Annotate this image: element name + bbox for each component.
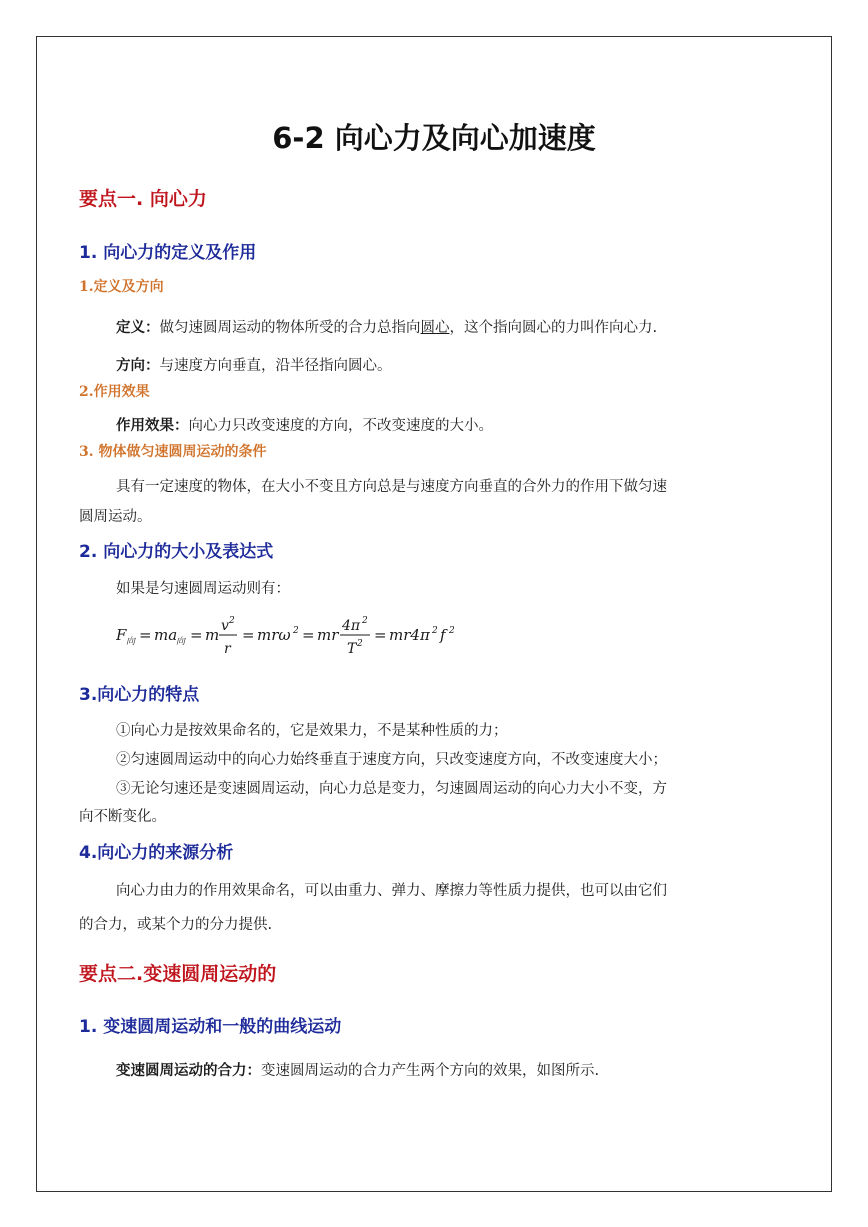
sub2-heading: 2. 向心力的大小及表达式 [79, 542, 274, 562]
feature-line-4: 向不断变化。 [79, 809, 166, 825]
feature-line-1: ①向心力是按效果命名的，它是效果力，不是某种性质的力； [116, 723, 508, 739]
formula-mrw: mrω [257, 626, 291, 644]
formula-T-sq: 2 [357, 639, 363, 649]
definition-text-a: 做匀速圆周运动的物体所受的合力总指向 [159, 320, 421, 336]
variable-force-text: 变速圆周运动的合力产生两个方向的效果，如图所示. [261, 1063, 600, 1079]
sub4-heading: 4.向心力的来源分析 [79, 843, 234, 863]
formula-T: T [347, 641, 357, 657]
feature-line-2: ②匀速圆周运动中的向心力始终垂直于速度方向，只改变速度方向，不改变速度大小； [116, 752, 667, 768]
formula-ma: ma [154, 626, 178, 644]
effect-text: 向心力只改变速度的方向，不改变速度的大小。 [188, 418, 493, 434]
effect-label: 作用效果： [116, 417, 189, 434]
definition-text-underlined: 圆心 [420, 320, 450, 336]
item3-heading: 3. 物体做匀速圆周运动的条件 [79, 444, 267, 460]
formula-eq-2: = [190, 626, 203, 644]
variable-force-label: 变速圆周运动的合力： [116, 1062, 261, 1079]
formula-f-sq: 2 [449, 626, 455, 636]
formula-sub-1: 向 [126, 637, 136, 647]
definition-label: 定义： [116, 319, 160, 336]
direction-label: 方向： [116, 357, 160, 374]
formula-f: f [440, 626, 446, 644]
formula-eq-1: = [139, 626, 152, 644]
feature-line-3: ③无论匀速还是变速圆周运动，向心力总是变力，匀速圆周运动的向心力大小不变，方 [116, 781, 667, 797]
page-title: 6-2 向心力及向心加速度 [272, 121, 596, 155]
formula-r: r [224, 641, 231, 657]
source-line-2: 的合力，或某个力的分力提供. [79, 917, 273, 933]
formula-eq-4: = [302, 626, 315, 644]
formula-intro: 如果是匀速圆周运动则有： [116, 581, 290, 597]
condition-line-2: 圆周运动。 [79, 509, 152, 525]
formula-w-sq: 2 [293, 626, 299, 636]
section2-heading: 要点二.变速圆周运动的 [79, 963, 277, 985]
item2-heading: 2.作用效果 [79, 384, 150, 400]
direction-text: 与速度方向垂直，沿半径指向圆心。 [159, 358, 392, 374]
formula-v: v [221, 618, 229, 634]
variable-force-line [116, 1059, 599, 1080]
centripetal-force-formula [116, 612, 476, 662]
formula-eq-5: = [374, 626, 387, 644]
sub3-heading: 3.向心力的特点 [79, 685, 200, 705]
formula-pi2-sq: 2 [432, 626, 438, 636]
definition-text-b: ，这个指向圆心的力叫作向心力. [449, 320, 658, 336]
section2-sub1-heading: 1. 变速圆周运动和一般的曲线运动 [79, 1017, 342, 1037]
formula-mr: mr [317, 626, 339, 644]
formula-m: m [205, 626, 220, 644]
formula-pi-sq: 2 [362, 616, 368, 626]
item1-heading: 1.定义及方向 [79, 279, 164, 295]
direction-line [116, 354, 392, 375]
effect-line [116, 414, 493, 435]
formula-v-sq: 2 [229, 616, 235, 626]
formula-svg [116, 612, 476, 662]
definition-line [116, 316, 657, 337]
sub1-heading: 1. 向心力的定义及作用 [79, 243, 257, 263]
formula-mr4pi: mr4π [389, 626, 430, 644]
formula-4pi: 4π [342, 618, 361, 634]
formula-sub-2: 向 [176, 637, 186, 647]
formula-eq-3: = [242, 626, 255, 644]
formula-F: F [116, 626, 127, 644]
condition-line-1: 具有一定速度的物体，在大小不变且方向总是与速度方向垂直的合外力的作用下做匀速 [116, 479, 667, 495]
section1-heading: 要点一. 向心力 [79, 188, 207, 210]
source-line-1: 向心力由力的作用效果命名，可以由重力、弹力、摩擦力等性质力提供，也可以由它们 [116, 883, 667, 899]
